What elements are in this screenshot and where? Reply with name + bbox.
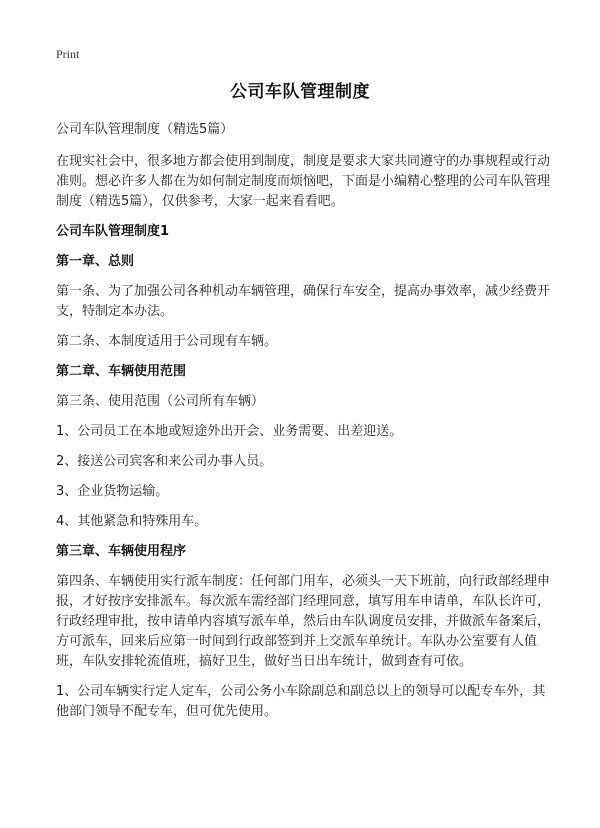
article-4: 第四条、车辆使用实行派车制度：任何部门用车，必须头一天下班前，向行政部经理申报，才好按序安排派车。每次派车需经部门经理同意，填写用车申请单，车队长许可，行政经理审批，按申请单内容填写派车单，然后由车队调度员安排，并做派车备案后，方可派车，回来后应第一时间到行政部签到并上交派车单统计。车队办公室要有人值班，车队安排轮流值班，搞好卫生，做好当日出车统计，做到查有可依。 [56, 574, 551, 669]
chapter-heading-2: 第二章、车辆使用范围 [56, 364, 187, 379]
list-item-2: 2、接送公司宾客和来公司办事人员。 [56, 454, 273, 469]
document-body [56, 120, 552, 732]
chapter-heading-3: 第三章、车辆使用程序 [56, 544, 187, 559]
chapter-heading-1: 第一章、总则 [56, 254, 135, 269]
article-3: 第三条、使用范围（公司所有车辆） [56, 394, 265, 409]
article-1: 第一条、为了加强公司各种机动车辆管理，确保行车安全，提高办事效率，减少经费开支，特制定本办法。 [56, 284, 551, 319]
document-title: 公司车队管理制度 [230, 82, 370, 102]
list-item-4: 4、其他紧急和特殊用车。 [56, 514, 208, 529]
section-heading: 公司车队管理制度1 [56, 224, 170, 239]
list-item-3: 3、企业货物运输。 [56, 484, 169, 499]
intro-paragraph: 在现实社会中，很多地方都会使用到制度，制度是要求大家共同遵守的办事规程或行动准则。想必许多人都在为如何制定制度而烦恼吧，下面是小编精心整理的公司车队管理制度（精选5篇），仅供参考，大家一起来看看吧。 [56, 154, 551, 209]
list-item-1: 1、公司员工在本地或短途外出开会、业务需要、出差迎送。 [56, 424, 403, 439]
document-subtitle: 公司车队管理制度（精选5篇） [56, 122, 234, 137]
print-label: Print [56, 47, 80, 61]
article-2: 第二条、本制度适用于公司现有车辆。 [56, 334, 278, 349]
article-4-item-1: 1、公司车辆实行定人定车，公司公务小车除副总和副总以上的领导可以配专车外，其他部门领导不配专车，但可优先使用。 [56, 684, 546, 719]
